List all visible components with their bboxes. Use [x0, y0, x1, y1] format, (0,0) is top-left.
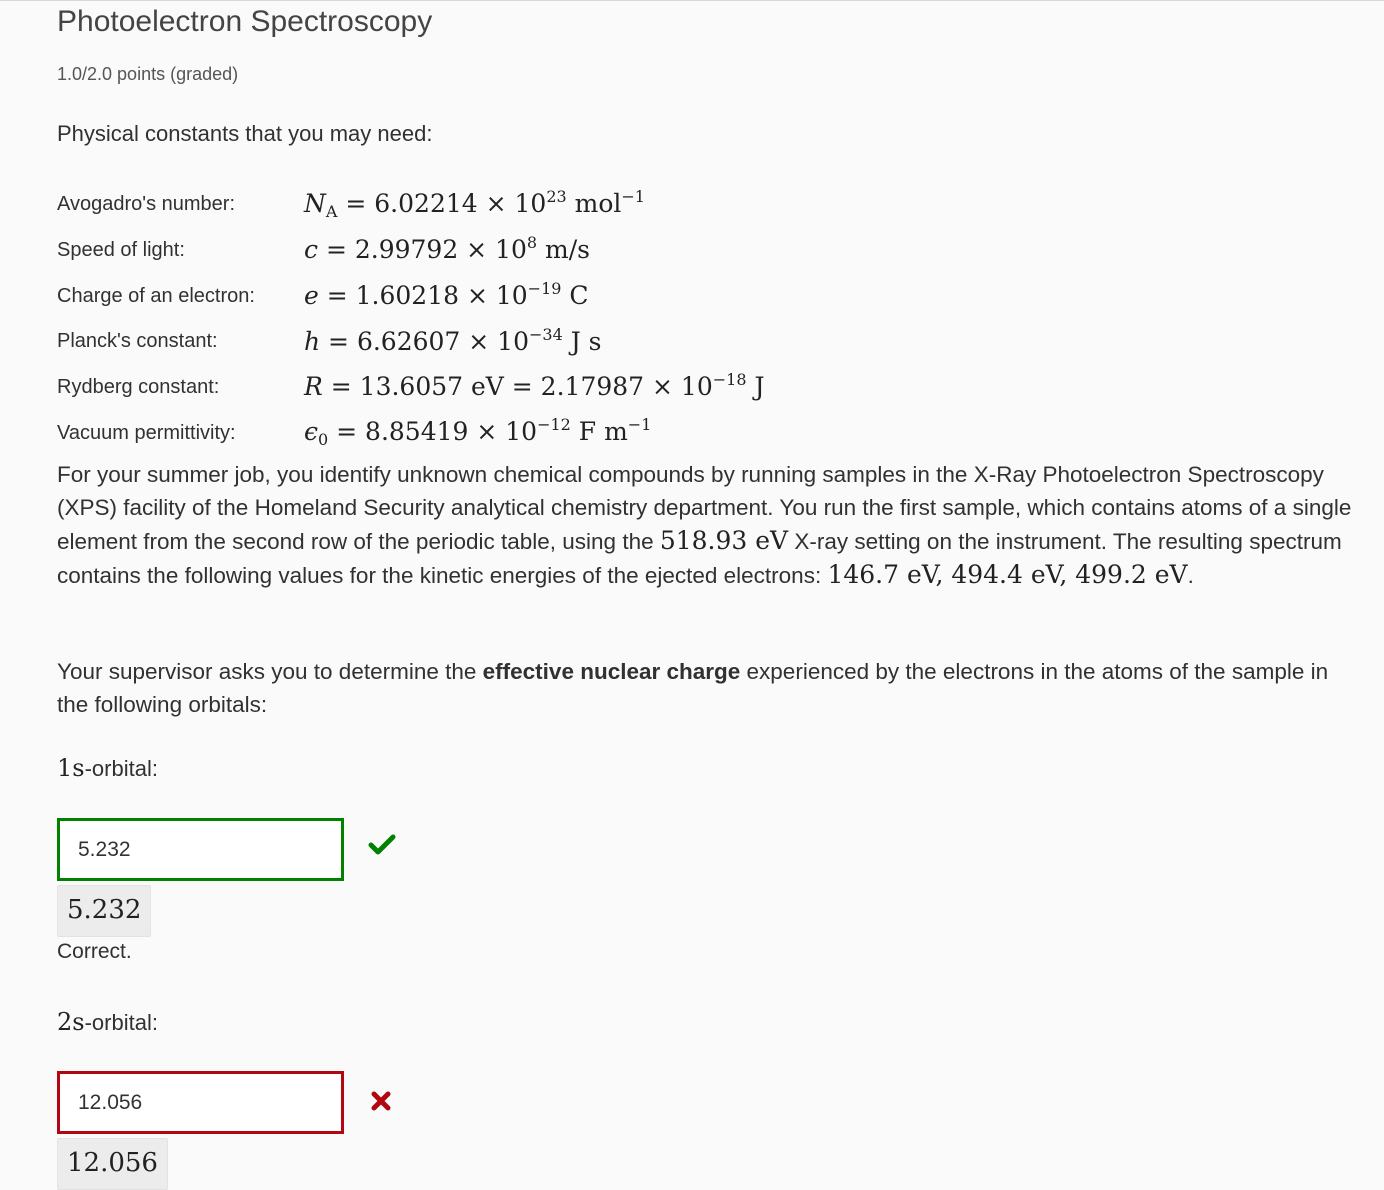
constant-label-rydberg: Rydberg constant: — [57, 376, 220, 398]
constant-label-planck: Planck's constant: — [57, 330, 218, 352]
answer-input-2s[interactable] — [57, 1071, 344, 1134]
answer-preview-2s: 12.056 — [57, 1138, 168, 1190]
points-label: 1.0/2.0 points (graded) — [57, 64, 239, 84]
constant-label-permittivity: Vacuum permittivity: — [57, 422, 236, 444]
top-divider — [0, 0, 1384, 1]
feedback-1s: Correct. — [57, 940, 132, 963]
orbital-label-2s: 2s-orbital: — [57, 1008, 158, 1036]
constant-label-electron-charge: Charge of an electron: — [57, 285, 255, 307]
problem-description: For your summer job, you identify unknown chemical compounds by running samples in the X-Ray Photoelectron Spectroscopy (XPS) facility of the Homeland Security analytical chemistry department. You run the first sample, which contains atoms of a single element from the second row of the periodic table, using the 518.93 eV X-ray setting on the instrument. The resulting spectrum contains the following values for the kinetic energies of the ejected electrons: 146.7 eV, 494.4 eV, 499.2 eV. — [57, 462, 1352, 589]
problem-question: Your supervisor asks you to determine the effective nuclear charge experienced by the electrons in the atoms of the sample in the following orbitals: — [57, 659, 1329, 717]
orbital-label-1s: 1s-orbital: — [57, 754, 158, 782]
constant-value-light: $c = 2.99792 \times 10^8$ m/s — [304, 233, 590, 264]
cross-icon — [370, 1089, 392, 1119]
constant-value-avogadro: $N_A = 6.02214 \times 10^{23}$ mol$^{-1}$ — [304, 187, 645, 221]
answer-preview-1s: 5.232 — [57, 885, 151, 937]
xray-energy-value: 518.93 eV — [659, 526, 789, 555]
checkmark-icon — [368, 833, 396, 864]
constants-intro: Physical constants that you may need: — [57, 121, 433, 146]
constant-label-avogadro: Avogadro's number: — [57, 193, 235, 215]
constant-label-light: Speed of light: — [57, 239, 185, 261]
constant-value-rydberg: R = 13.6057 eV = $2.17987 \times 10^{-18}$ J — [304, 370, 765, 401]
constant-value-electron-charge: $e = 1.60218 \times 10^{-19}$ C — [304, 279, 589, 310]
constant-value-permittivity: $\epsilon_0 = 8.85419 \times 10^{-12}$ F $m^{-1}$ — [304, 415, 652, 449]
kinetic-energies-values: 146.7 eV, 494.4 eV, 499.2 eV — [827, 560, 1188, 589]
answer-input-1s[interactable] — [57, 818, 344, 881]
problem-title: Photoelectron Spectroscopy — [57, 5, 433, 38]
constant-value-planck: $h = 6.62607 \times 10^{-34}$ J s — [304, 325, 602, 356]
